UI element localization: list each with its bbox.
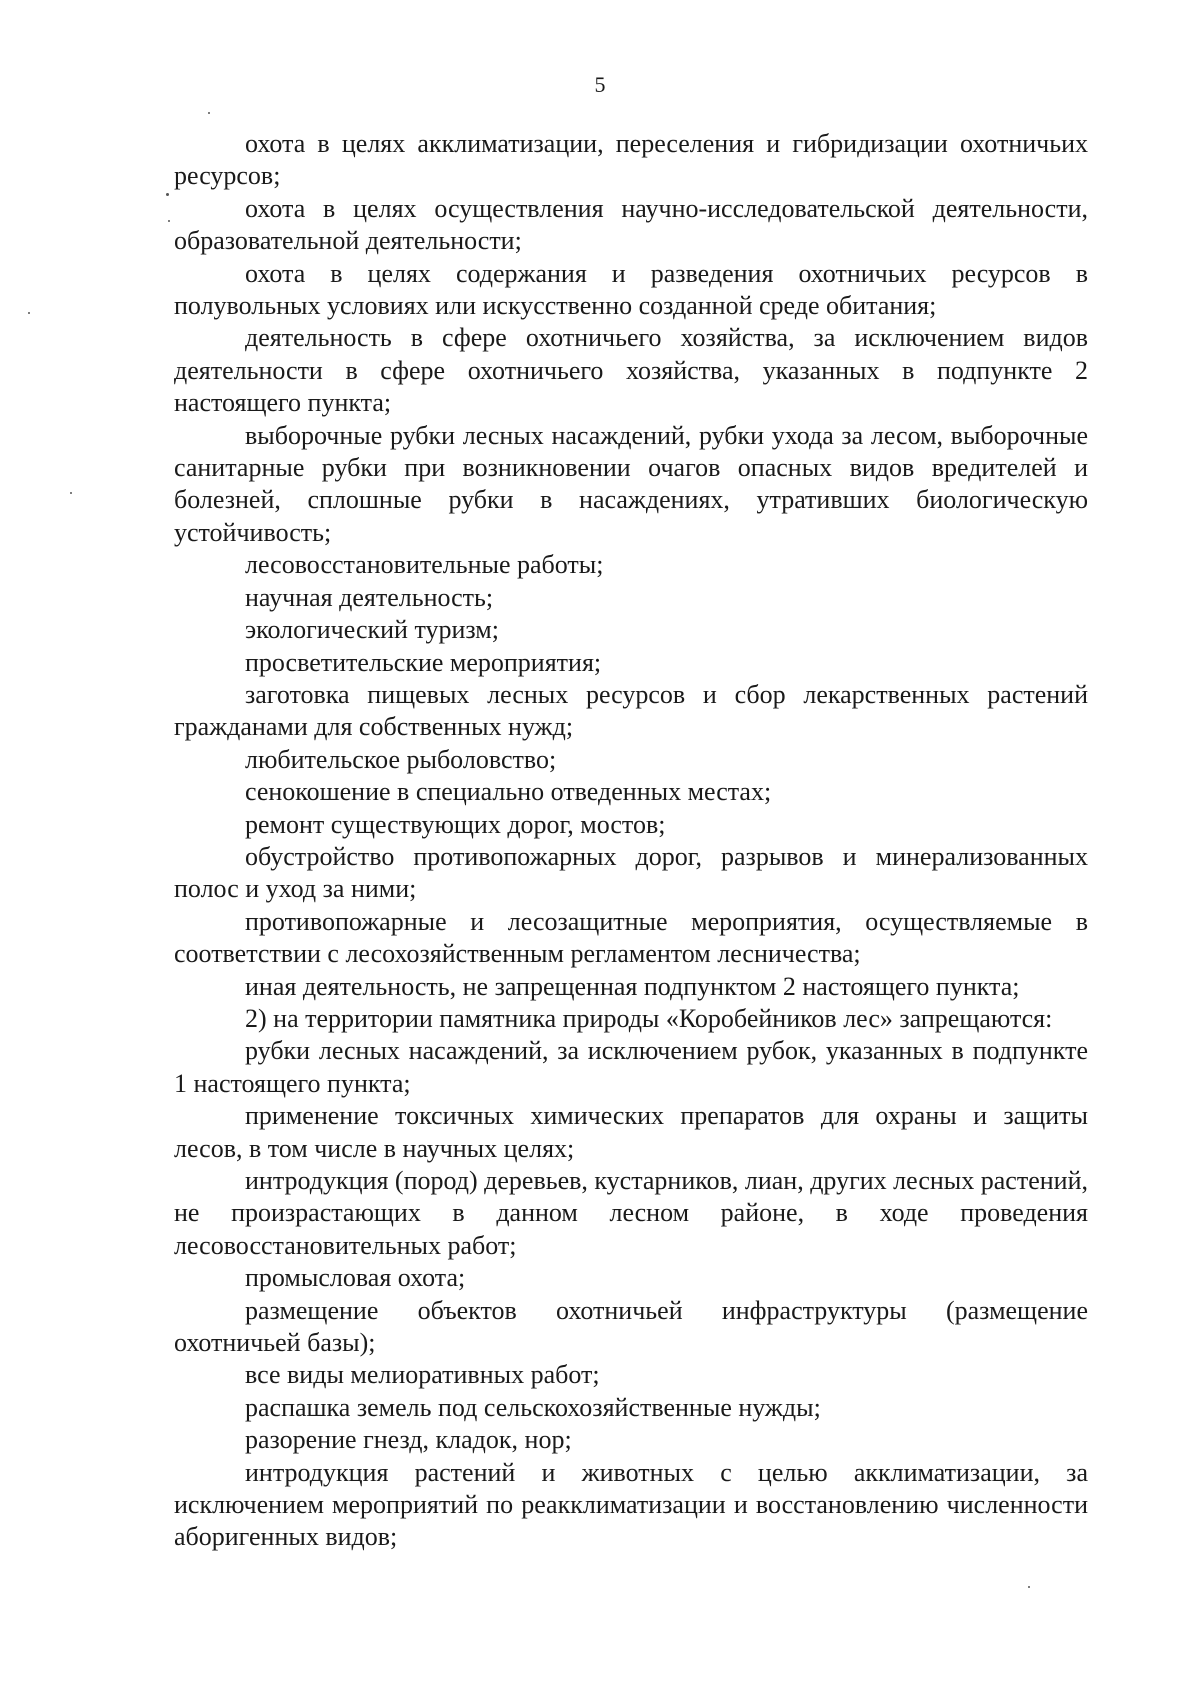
paragraph: выборочные рубки лесных насаждений, рубки ухода за лесом, выборочные санитарные рубки при возникновении очагов опасных видов вредителей и болезней, сплошные рубки в насаждениях, утративших биологическую устойчивость; (174, 420, 1088, 547)
scan-speck (70, 492, 72, 494)
paragraph: охота в целях содержания и разведения охотничьих ресурсов в полувольных условиях или искусственно созданной среде обитания; (174, 258, 1088, 321)
paragraph: научная деятельность; (245, 582, 494, 612)
document-body (174, 128, 1088, 1554)
paragraph: рубки лесных насаждений, за исключением рубок, указанных в подпункте 1 настоящего пункта; (174, 1036, 1088, 1098)
paragraph: иная деятельность, не запрещенная подпунктом 2 настоящего пункта; (245, 971, 1020, 1001)
paragraph: деятельность в сфере охотничьего хозяйства, за исключением видов деятельности в сфере охотничьего хозяйства, указанных в подпункте 2 настоящего пункта; (174, 323, 1088, 418)
scan-speck (28, 312, 30, 314)
paragraph: экологический туризм; (245, 615, 499, 645)
paragraph: любительское рыболовство; (245, 744, 557, 774)
paragraph: просветительские мероприятия; (245, 647, 602, 677)
paragraph: распашка земель под сельскохозяйственные нужды; (245, 1392, 821, 1422)
paragraph: промысловая охота; (245, 1263, 466, 1293)
paragraph: охота в целях акклиматизации, переселения и гибридизации охотничьих ресурсов; (174, 129, 1088, 191)
scan-speck (168, 220, 170, 222)
scan-speck (208, 112, 210, 114)
paragraph: 2) на территории памятника природы «Коробейников лес» запрещаются: (245, 1003, 1053, 1033)
paragraph: интродукция (пород) деревьев, кустарников, лиан, других лесных растений, не произрастающих в данном лесном районе, в ходе проведения лесовосстановительных работ; (174, 1166, 1088, 1260)
paragraph: противопожарные и лесозащитные мероприятия, осуществляемые в соответствии с лесохозяйственным регламентом лесничества; (174, 906, 1088, 969)
paragraph: ремонт существующих дорог, мостов; (245, 809, 666, 839)
paragraph: обустройство противопожарных дорог, разрывов и минерализованных полос и уход за ними; (174, 841, 1088, 904)
paragraph: охота в целях осуществления научно-исследовательской деятельности, образовательной деятельности; (174, 193, 1088, 256)
paragraph: интродукция растений и животных с целью акклиматизации, за исключением мероприятий по реакклиматизации и восстановлению численности аборигенных видов; (174, 1457, 1088, 1552)
scan-speck (166, 193, 169, 196)
scan-speck (1028, 1586, 1030, 1588)
paragraph: лесовосстановительные работы; (245, 550, 604, 580)
paragraph: сенокошение в специально отведенных местах; (245, 777, 772, 807)
paragraph: заготовка пищевых лесных ресурсов и сбор лекарственных растений гражданами для собственных нужд; (174, 679, 1088, 742)
paragraph: применение токсичных химических препаратов для охраны и защиты лесов, в том числе в научных целях; (174, 1101, 1088, 1163)
paragraph: все виды мелиоративных работ; (245, 1360, 600, 1390)
paragraph: разорение гнезд, кладок, нор; (245, 1425, 572, 1455)
page-number: 5 (594, 72, 606, 97)
paragraph: размещение объектов охотничьей инфраструктуры (размещение охотничьей базы); (174, 1295, 1088, 1358)
